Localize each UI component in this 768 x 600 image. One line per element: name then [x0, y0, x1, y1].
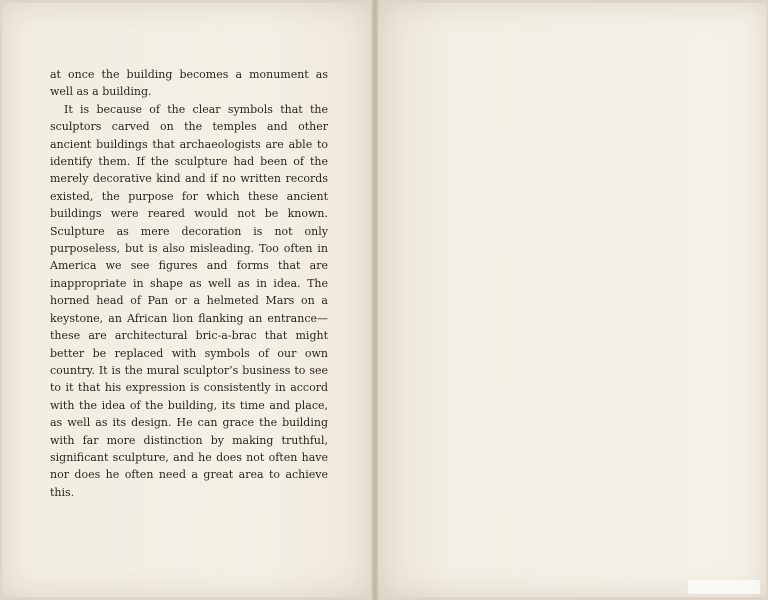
left-page	[2, 3, 372, 597]
right-page-blank	[378, 3, 766, 597]
body-text	[50, 66, 328, 501]
paragraph-symbols: It is because of the clear symbols that the sculptors carved on the temples and other ancient buildings that archaeologists are able to identify them. If the sculpture had been of the merely decorative kind and if no written records existed, the purpose for which these ancient buildings were reared would not be known. Sculpture as mere decoration is not only purposeless, but is also misleading. Too often in America we see figures and forms that are inappropriate in shape as well as in idea. The horned head of Pan or a helmeted Mars on a keystone, an African lion flanking an entrance—these are architectural bric-a-brac that might better be replaced with symbols of our own country. It is the mural sculptor’s business to see to it that his expression is consistently in accord with the idea of the building, its time and place, as well as its design. He can grace the building with far more distinction by making truthful, significant sculpture, and he does not often have nor does he often need a great area to achieve this.	[50, 102, 328, 499]
paragraph-continued: at once the building becomes a monument as well as a building.	[50, 68, 328, 99]
watermark-logo	[688, 580, 760, 594]
